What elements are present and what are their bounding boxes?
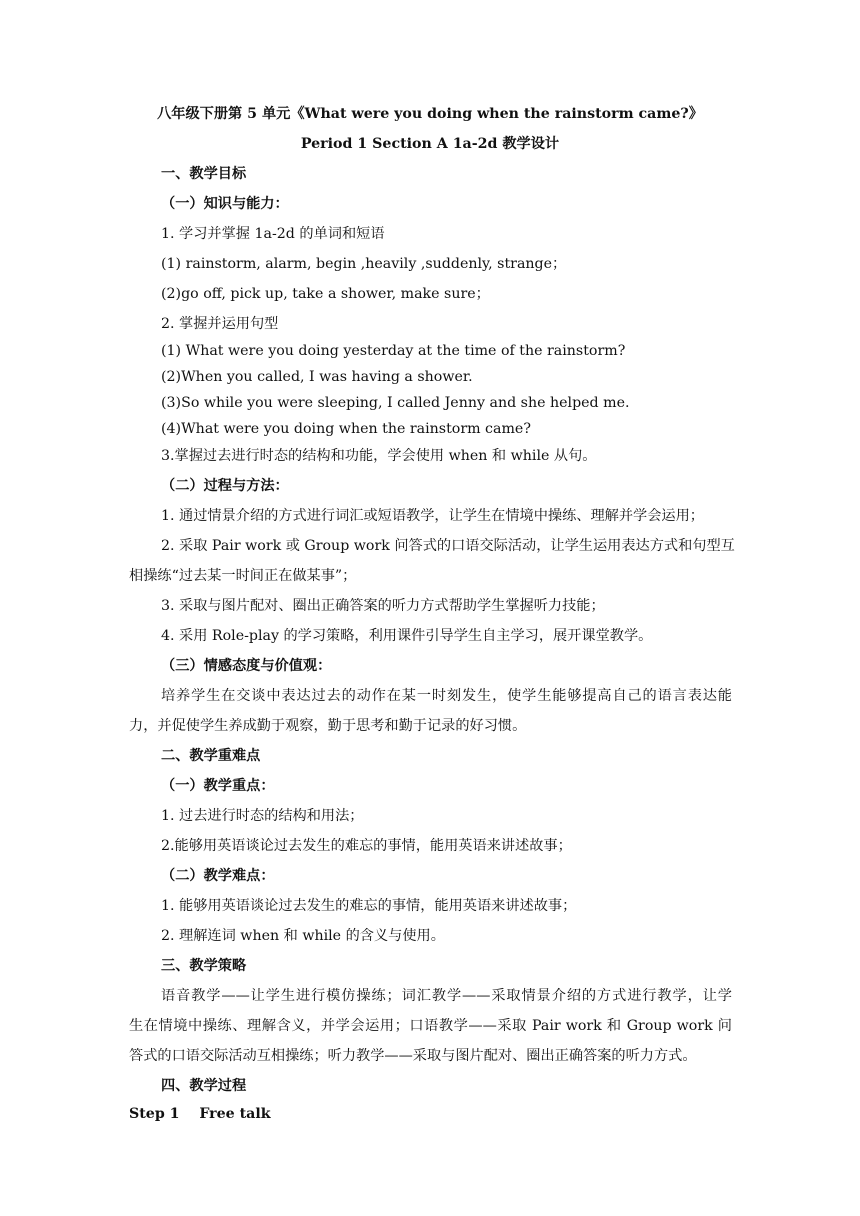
section-heading: 二、教学重难点 [161,748,261,764]
paragraph-line: 3. 采取与图片配对、圈出正确答案的听力方式帮助学生掌握听力技能； [161,598,605,614]
paragraph-line: (1) rainstorm, alarm, begin ,heavily ,suddenly, strange； [161,256,567,272]
subsection-heading: （一）知识与能力： [161,196,289,212]
paragraph-line: 3.掌握过去进行时态的结构和功能，学会使用 when 和 while 从句。 [161,448,597,464]
paragraph-line: 1. 过去进行时态的结构和用法； [161,808,364,824]
paragraph-line: 生在情境中操练、理解含义，并学会运用；口语教学——采取 Pair work 和 Group work 问 [129,1018,732,1034]
step-heading: Step 1 Free talk [129,1106,271,1122]
paragraph-line: (3)So while you were sleeping, I called Jenny and she helped me. [161,395,630,411]
paragraph-line: 2. 掌握并运用句型 [161,316,279,332]
subsection-heading: （二）教学难点： [161,868,275,884]
paragraph-line: 1. 能够用英语谈论过去发生的难忘的事情，能用英语来讲述故事； [161,898,577,914]
paragraph-line: (1) What were you doing yesterday at the time of the rainstorm? [161,343,626,359]
paragraph-line: (4)What were you doing when the rainstorm came? [161,421,531,437]
paragraph-line: (2)When you called, I was having a shower. [161,369,473,385]
paragraph-line: 1. 通过情景介绍的方式进行词汇或短语教学，让学生在情境中操练、理解并学会运用； [161,508,704,524]
doc-title: 八年级下册第 5 单元《What were you doing when the rainstorm came?》 [157,106,703,122]
paragraph-line: 相操练“过去某一时间正在做某事”； [129,568,357,584]
paragraph-line: 语音教学——让学生进行模仿操练；词汇教学——采取情景介绍的方式进行教学，让学 [161,988,732,1004]
doc-subtitle: Period 1 Section A 1a-2d 教学设计 [300,136,560,152]
section-heading: 一、教学目标 [161,166,247,182]
subsection-heading: （二）过程与方法： [161,478,289,494]
paragraph-line: 2. 理解连词 when 和 while 的含义与使用。 [161,928,445,944]
section-heading: 四、教学过程 [161,1078,247,1094]
paragraph-line: 培养学生在交谈中表达过去的动作在某一时刻发生，使学生能够提高自己的语言表达能 [161,688,732,704]
paragraph-line: 力，并促使学生养成勤于观察，勤于思考和勤于记录的好习惯。 [129,718,527,734]
paragraph-line: 1. 学习并掌握 1a-2d 的单词和短语 [161,226,385,242]
subsection-heading: （三）情感态度与价值观： [161,658,332,674]
paragraph-line: 4. 采用 Role-play 的学习策略，利用课件引导学生自主学习，展开课堂教学。 [161,628,653,644]
paragraph-line: 2.能够用英语谈论过去发生的难忘的事情，能用英语来讲述故事； [161,838,572,854]
subsection-heading: （一）教学重点： [161,778,275,794]
paragraph-line: 2. 采取 Pair work 或 Group work 问答式的口语交际活动，让学生运用表达方式和句型互 [161,538,735,554]
paragraph-line: (2)go off, pick up, take a shower, make sure； [161,286,490,302]
paragraph-line: 答式的口语交际活动互相操练；听力教学——采取与图片配对、圈出正确答案的听力方式。 [129,1048,697,1064]
section-heading: 三、教学策略 [161,958,247,974]
